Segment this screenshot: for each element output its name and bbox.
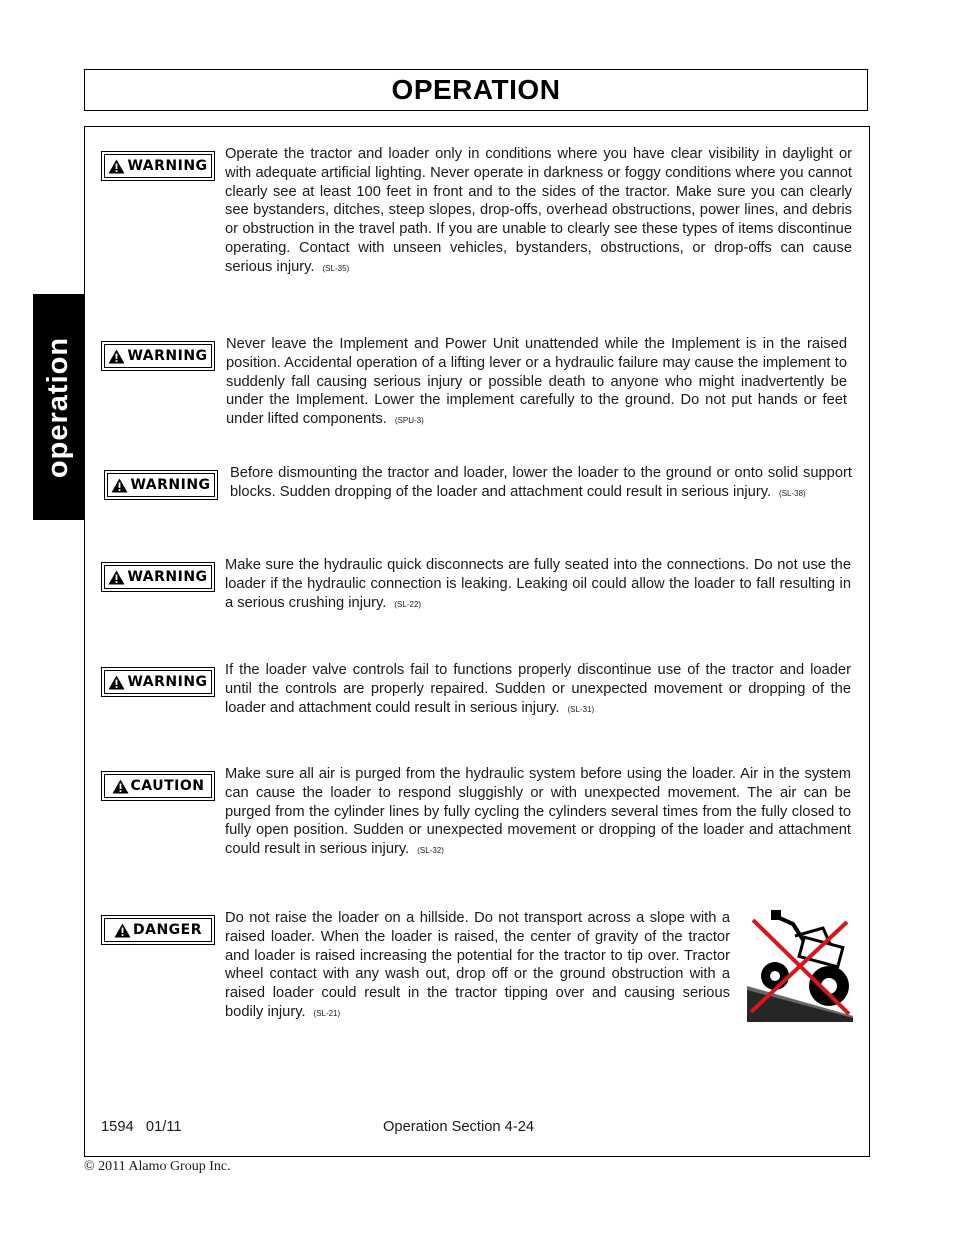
page-header bbox=[84, 69, 868, 111]
notice-body: If the loader valve controls fail to functions properly discontinue use of the tractor and loader until the controls are properly repaired. Sudden or unexpected movement or dropping of the loader and attachment could result in serious injury. bbox=[225, 662, 851, 716]
notice-body: Make sure the hydraulic quick disconnects are fully seated into the connections. Do not use the loader if the hydraulic connection is leaking. Leaking oil could allow the loader to fall resulting in a serious crushing injury. bbox=[225, 557, 851, 611]
signal-word: DANGER bbox=[132, 922, 202, 938]
alert-triangle-icon bbox=[112, 779, 129, 794]
signal-word: WARNING bbox=[130, 477, 211, 493]
section-page-label: Operation Section 4-24 bbox=[383, 1119, 535, 1135]
alert-triangle-icon bbox=[108, 159, 125, 174]
warning-badge bbox=[101, 562, 215, 592]
reference-code: (SL-22) bbox=[394, 599, 422, 609]
alert-triangle-icon bbox=[108, 675, 125, 690]
notice-text bbox=[225, 661, 851, 719]
notice-text bbox=[225, 145, 852, 279]
notice-text bbox=[225, 556, 851, 614]
signal-word: WARNING bbox=[127, 158, 208, 174]
document-number: 1594 01/11 bbox=[101, 1119, 182, 1135]
warning-badge bbox=[101, 341, 215, 371]
notice-text bbox=[230, 464, 852, 504]
section-side-tab bbox=[33, 294, 85, 520]
notice-body: Make sure all air is purged from the hydraulic system before using the loader. Air in the system can cause the loader to respond sluggishly or with unexpected movement. The air can be purged from the cylinder lines by fully cycling the cylinders several times from the fully closed to fully open position. Sudden or unexpected movement or dropping of the loader and attachment could result in serious injury. bbox=[225, 766, 851, 858]
notice-body: Before dismounting the tractor and loader, lower the loader to the ground or onto solid support blocks. Sudden dropping of the loader and attachment could result in serious injury. bbox=[230, 465, 852, 500]
reference-code: (SL-35) bbox=[322, 263, 350, 273]
reference-code: (SL-31) bbox=[567, 704, 595, 714]
warning-badge bbox=[104, 470, 218, 500]
signal-word: CAUTION bbox=[130, 778, 205, 794]
tractor-tipping-prohibited-icon bbox=[745, 906, 855, 1022]
alert-triangle-icon bbox=[114, 923, 131, 938]
signal-word: WARNING bbox=[127, 348, 208, 364]
alert-triangle-icon bbox=[108, 349, 125, 364]
notice-text bbox=[225, 765, 851, 861]
signal-word: WARNING bbox=[127, 569, 208, 585]
reference-code: (SL-32) bbox=[417, 846, 444, 856]
caution-badge bbox=[101, 771, 215, 801]
signal-word: WARNING bbox=[127, 674, 208, 690]
danger-badge bbox=[101, 915, 215, 945]
page-title: OPERATION bbox=[391, 74, 561, 105]
warning-badge bbox=[101, 151, 215, 181]
notice-text bbox=[225, 909, 730, 1024]
warning-badge bbox=[101, 667, 215, 697]
notice-text bbox=[226, 335, 847, 431]
alert-triangle-icon bbox=[111, 478, 128, 493]
side-tab-label: operation bbox=[42, 336, 75, 478]
reference-code: (SL-38) bbox=[779, 488, 806, 498]
reference-code: (SPU-3) bbox=[394, 416, 424, 426]
notice-body: Do not raise the loader on a hillside. Do not transport across a slope with a raised loader. When the loader is raised, the center of gravity of the tractor and loader is raised increasing the potential for the tractor to tip over. Tractor wheel contact with any wash out, drop off or the ground obstruction with a raised loader could result in the tractor tipping over and causing serious bodily injury. bbox=[225, 910, 730, 1020]
notice-body: Never leave the Implement and Power Unit unattended while the Implement is in the raised position. Accidental operation of a lifting lever or a hydraulic failure may cause the implement to suddenly fall causing serious injury or possible death to anyone who might inadvertently be under the Implement. Lower the implement carefully to the ground. Do not put hands or feet under lifted components. bbox=[226, 336, 847, 428]
notice-body: Operate the tractor and loader only in conditions where you have clear visibility in daylight or with adequate artificial lighting. Never operate in darkness or foggy conditions where you cannot clearly see at least 100 feet in front and to the sides of the tractor. Make sure you can clearly see bystanders, ditches, steep slopes, drop-offs, overhead obstructions, power lines, and debris or obstruction in the travel path. If you are unable to clearly see these types of items discontinue operating. Contact with unseen vehicles, bystanders, obstructions, or drop-offs can cause serious injury. bbox=[225, 146, 852, 275]
copyright-notice: © 2011 Alamo Group Inc. bbox=[84, 1159, 231, 1174]
reference-code: (SL-21) bbox=[313, 1008, 341, 1018]
alert-triangle-icon bbox=[108, 570, 125, 585]
